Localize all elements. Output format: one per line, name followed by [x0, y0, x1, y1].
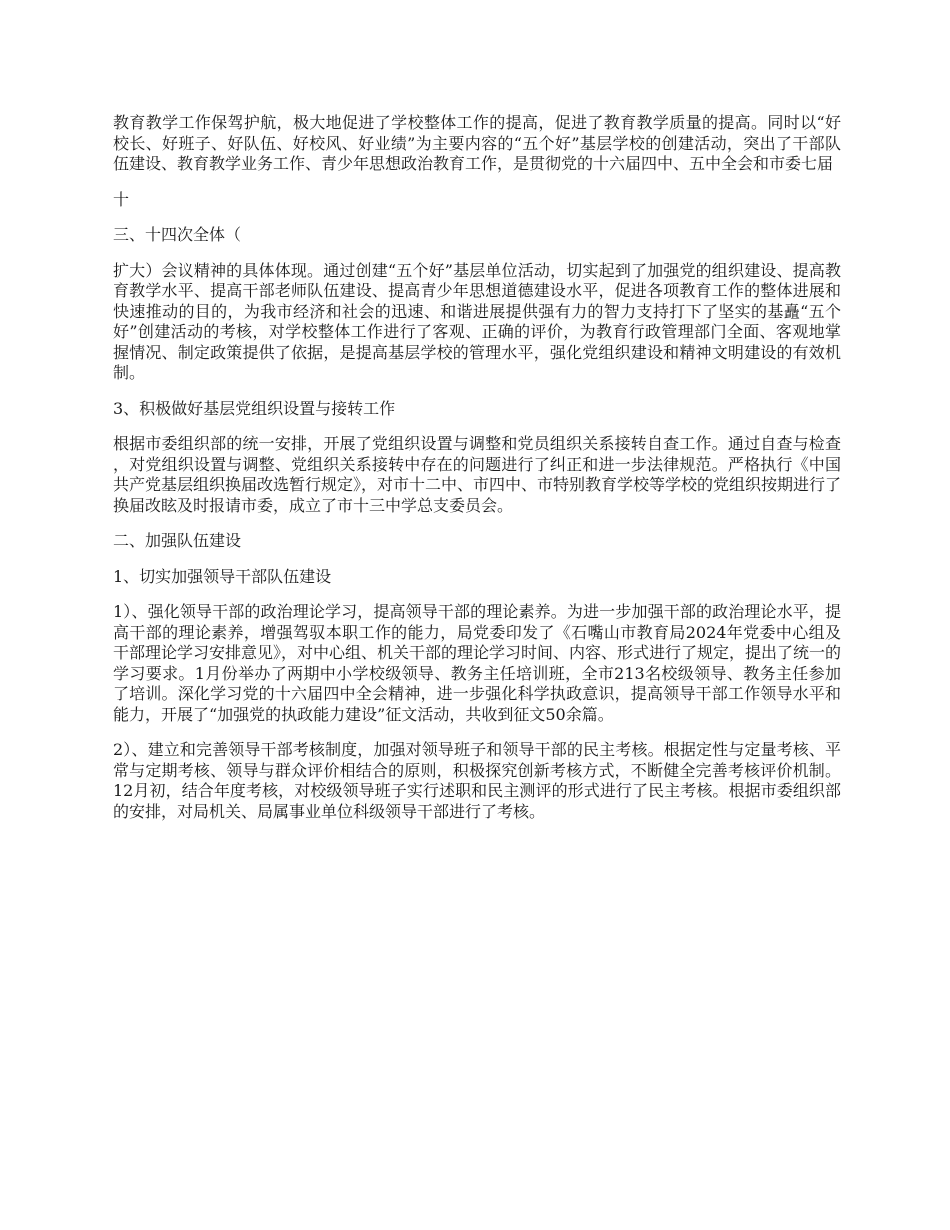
paragraph-fragment-ten: 十	[113, 189, 130, 209]
paragraph-fragment-session: 三、十四次全体（	[113, 225, 242, 244]
section-heading-party-organization: 3、积极做好基层党组织设置与接转工作	[113, 398, 396, 418]
paragraph-theory-study: 1）、强化领导干部的政治理论学习，提高领导干部的理论素养。为进一步加强干部的政治理论水平，提高干部的理论素养，增强驾驭本职工作的能力，局党委印发了《石嘴山市教育局2024年党委中心组及干部理论学习安排意见》，对中心组、机关干部的理论学习时间、内容、形式进行了规定，提出了统一的学习要求。1月份举办了两期中小学校级领导、教务主任培训班，全市213名校级领导、教务主任参加了培训。深化学习党的十六届四中全会精神，进一步强化科学执政意识，提高领导干部工作领导水平和能力，开展了“加强党的执政能力建设”征文活动，共收到征文50余篇。	[113, 602, 842, 724]
section-heading-team-building: 二、加强队伍建设	[113, 531, 242, 550]
paragraph-intro-continuation: 教育教学工作保驾护航，极大地促进了学校整体工作的提高，促进了教育教学质量的提高。同时以“好校长、好班子、好队伍、好校风、好业绩”为主要内容的“五个好”基层学校的创建活动，突出了干部队伍建设、教育教学业务工作、青少年思想政治教育工作，是贯彻党的十六届四中、五中全会和市委七届	[113, 113, 841, 173]
document-body	[113, 113, 841, 837]
subsection-heading-leadership: 1、切实加强领导干部队伍建设	[113, 566, 332, 586]
paragraph-party-organization: 根据市委组织部的统一安排，开展了党组织设置与调整和党员组织关系接转自查工作。通过自查与检查，对党组织设置与调整、党组织关系接转中存在的问题进行了纠正和进一步法律规范。严格执行《中国共产党基层组织换届改选暂行规定》，对市十二中、市四中、市特别教育学校等学校的党组织按期进行了换届改眩及时报请市委，成立了市十三中学总支委员会。	[113, 434, 842, 515]
paragraph-assessment-system: 2）、建立和完善领导干部考核制度，加强对领导班子和领导干部的民主考核。根据定性与定量考核、平常与定期考核、领导与群众评价相结合的原则，积极探究创新考核方式，不断健全完善考核评价机制。12月初，结合年度考核，对校级领导班子实行述职和民主测评的形式进行了民主考核。根据市委组织部的安排，对局机关、局属事业单位科级领导干部进行了考核。	[113, 740, 841, 821]
paragraph-five-good-activity: 扩大）会议精神的具体体现。通过创建“五个好”基层单位活动，切实起到了加强党的组织建设、提高教育教学水平、提高干部老师队伍建设、提高青少年思想道德建设水平，促进各项教育工作的整体进展和快速推动的目的，为我市经济和社会的迅速、和谐进展提供强有力的智力支持打下了坚实的基矗“五个好”创建活动的考核，对学校整体工作进行了客观、正确的评价，为教育行政管理部门全面、客观地掌握情况、制定政策提供了依据，是提高基层学校的管理水平，强化党组织建设和精神文明建设的有效机制。	[113, 260, 841, 382]
